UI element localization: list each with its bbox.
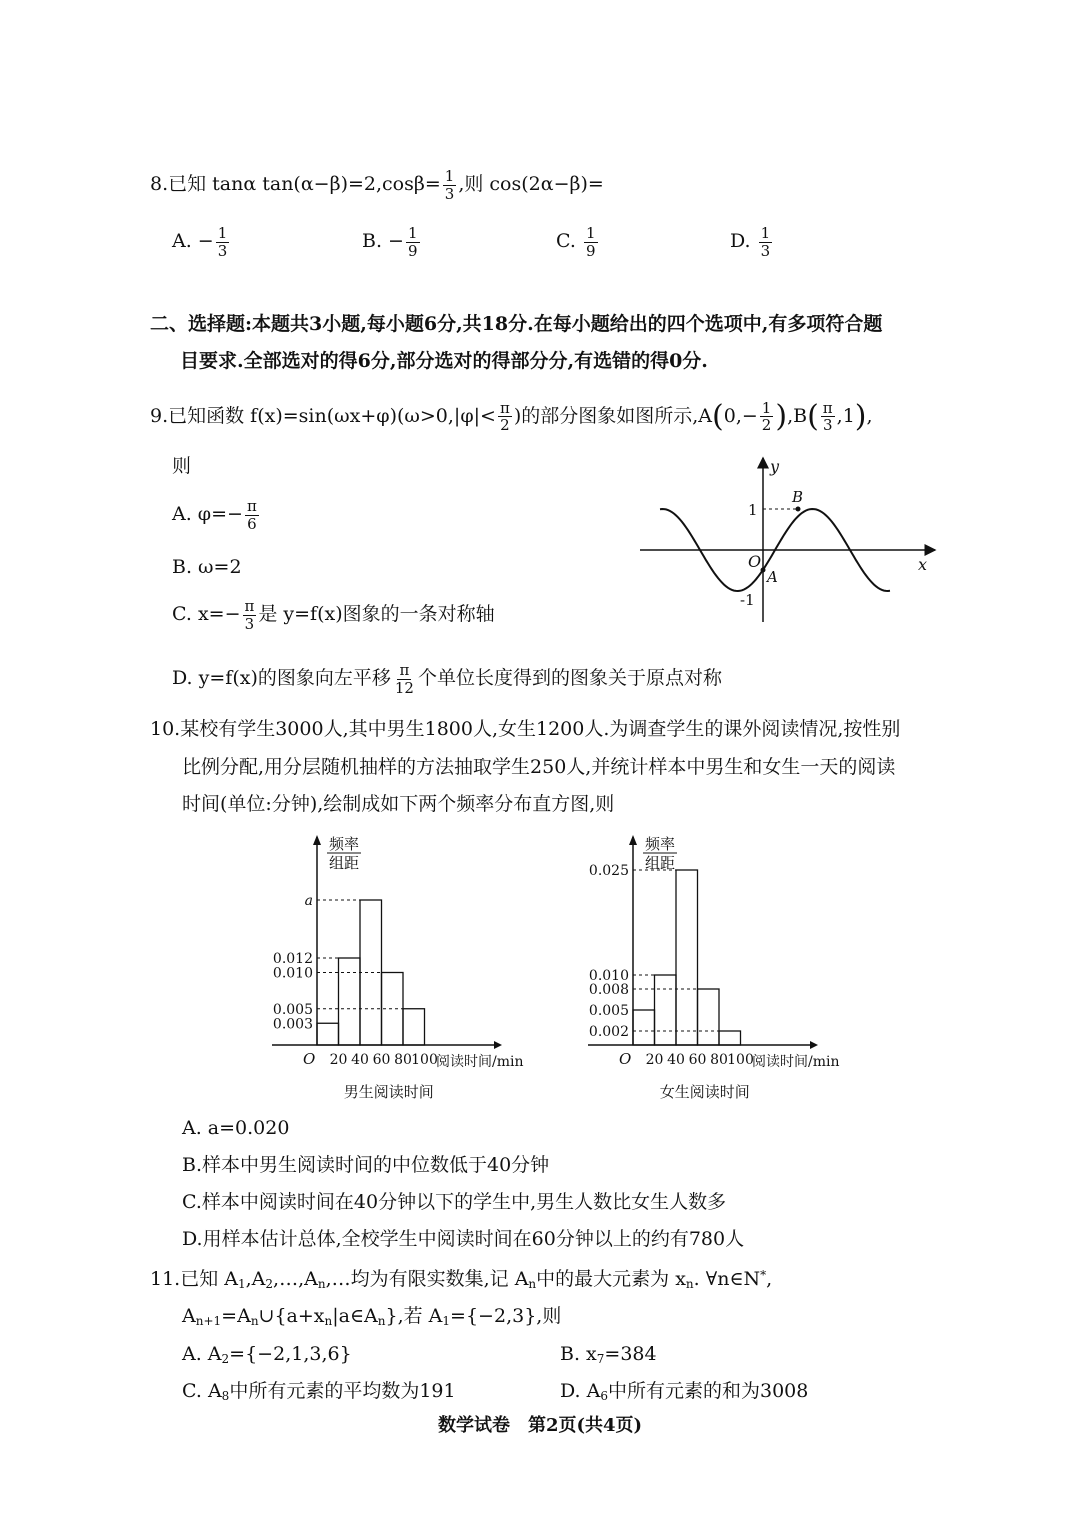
x-tick-label: 20 [645,1052,664,1068]
q9-option-b: B. ω=2 [172,556,242,578]
x-tick-label: 40 [667,1052,685,1068]
y-tick-label: 0.005 [272,1001,313,1018]
q11-line1: 11.已知 $A_1,A_2,\dots,A_n,\dots$均为有限实数集,记 $A_n$中的最大元素为 $x_n$. ∀n∈N*, [150,1268,773,1291]
q8-stem-text: 8.已知 tanα tan(α−β)=2,cosβ= [150,173,441,195]
y-tick-label: 0.003 [272,1016,313,1033]
y-tick-label: 0.008 [588,982,629,998]
histogram-bar [655,975,677,1045]
histogram-title: 女生阅读时间 [659,1083,750,1101]
q9-option-a: A. φ=− $\frac{\pi}{6}$ [172,497,257,533]
y-tick-label: 0.005 [588,1003,629,1019]
histogram-bar [317,1023,339,1045]
x-tick-label: 100 [727,1052,754,1068]
q9-y-label: y [770,457,780,476]
origin-label: O [619,1050,632,1068]
x-axis-arrow [810,1041,818,1049]
histogram-bar [676,870,698,1045]
q8-stem [150,168,604,202]
x-tick-label: 20 [329,1052,348,1068]
q10-line2: 比例分配,用分层随机抽样的方法抽取学生250人,并统计样本中男生和女生一天的阅读 [182,756,896,778]
histogram-bar [719,1031,741,1045]
q9-point-b-label: B [792,488,804,506]
q8-fraction: $\frac{1}{3}$ [444,167,455,203]
y-tick-label: 0.012 [272,951,313,967]
q9-option-c: C. x=− $\frac{\pi}{3}$ 是 y=f(x)图象的一条对称轴 [172,597,495,633]
q9-option-d: D. y=f(x)的图象向左平移 $\frac{\pi}{12}$ 个单位长度得到的图象关于原点对称 [172,661,722,697]
q11-option-b: B. $x_7=384$ [560,1343,657,1366]
y-tick-label: a [304,893,313,909]
q9-x-label: x [918,555,928,574]
q11-line2: $A_{n+1}=A_n\cup\{a+x_n|a\in A_n\}$,若 $A_1=\{-2,3\}$,则 [182,1305,562,1328]
q10-line1: 10.某校有学生3000人,其中男生1800人,女生1200人.为调查学生的课外阅读情况,按性别 [150,718,901,740]
q9-stem: 9.已知函数 f(x)=sin(ωx+φ)(ω>0,|φ|< $\frac{\pi}{2}$ )的部分图象如图所示,A(0,− $\frac{1}{2}$ ),B( $\frac{\pi}{3}$ ,1), [150,398,873,435]
y-label-top: 频率 [645,835,676,853]
y-axis-arrow [313,835,321,845]
q11-option-d: D. $A_6$中所有元素的和为3008 [560,1380,809,1403]
histogram-bar [698,989,720,1045]
y-tick-label: 0.002 [588,1024,629,1040]
q10-line3: 时间(单位:分钟),绘制成如下两个频率分布直方图,则 [182,793,615,815]
q10-option-d: D.用样本估计总体,全校学生中阅读时间在60分钟以上的约有780人 [182,1228,745,1250]
q9-point-a-dot [761,568,766,573]
x-axis-label: 阅读时间/min [436,1054,524,1070]
x-axis-label: 阅读时间/min [752,1054,840,1070]
q11-option-c: C. $A_8$中所有元素的平均数为191 [182,1380,456,1403]
y-label-top: 频率 [329,835,360,853]
q8-option-a: A. − $\frac{1}{3}$ [172,224,228,260]
section2-line1: 二、选择题:本题共3小题,每小题6分,共18分.在每小题给出的四个选项中,有多项符合题 [150,313,883,335]
q8-option-d: D. $\frac{1}{3}$ [730,224,771,260]
section2-line2: 目要求.全部选对的得6分,部分选对的得部分分,有选错的得0分. [180,350,708,372]
q11-option-a: A. $A_2=\{-2,1,3,6\}$ [182,1343,352,1366]
x-tick-label: 80 [710,1052,728,1068]
x-axis-arrow [494,1041,502,1049]
q10-option-c: C.样本中阅读时间在40分钟以下的学生中,男生人数比女生人数多 [182,1191,727,1213]
q9-tick-m1: -1 [740,591,755,609]
y-label-bottom: 组距 [329,854,360,872]
y-tick-label: 0.010 [272,965,313,982]
x-tick-label: 40 [351,1052,369,1068]
q8-stem-suffix: ,则 cos(2α−β)= [458,173,604,195]
q9-point-a-label: A [767,568,778,586]
q9-point-b-dot [796,507,801,512]
histogram-bar [633,1010,655,1045]
q10-option-b: B.样本中男生阅读时间的中位数低于40分钟 [182,1154,550,1176]
q9-origin-label: O [748,552,762,571]
y-tick-label: 0.025 [588,863,629,879]
male-histogram [262,825,562,1110]
histogram-title: 男生阅读时间 [343,1083,434,1101]
histogram-bar [403,1009,425,1045]
y-tick-label: 0.010 [588,968,629,984]
page-footer: 数学试卷 第2页(共4页) [437,1415,643,1436]
x-tick-label: 60 [372,1052,391,1068]
q10-option-a: A. a=0.020 [182,1117,290,1139]
q9-sine-graph [630,450,950,630]
y-axis-arrow [629,835,637,845]
q9-then: 则 [172,455,192,477]
q9-tick-1: 1 [748,501,758,519]
origin-label: O [303,1050,316,1068]
x-tick-label: 60 [688,1052,707,1068]
histogram-bar [339,958,361,1045]
female-histogram [578,825,878,1110]
x-tick-label: 80 [394,1052,412,1068]
q8-option-c: C. $\frac{1}{9}$ [556,224,596,260]
q8-option-b: B. − $\frac{1}{9}$ [362,224,418,260]
y-label-bottom: 组距 [645,854,676,872]
x-tick-label: 100 [411,1052,438,1068]
